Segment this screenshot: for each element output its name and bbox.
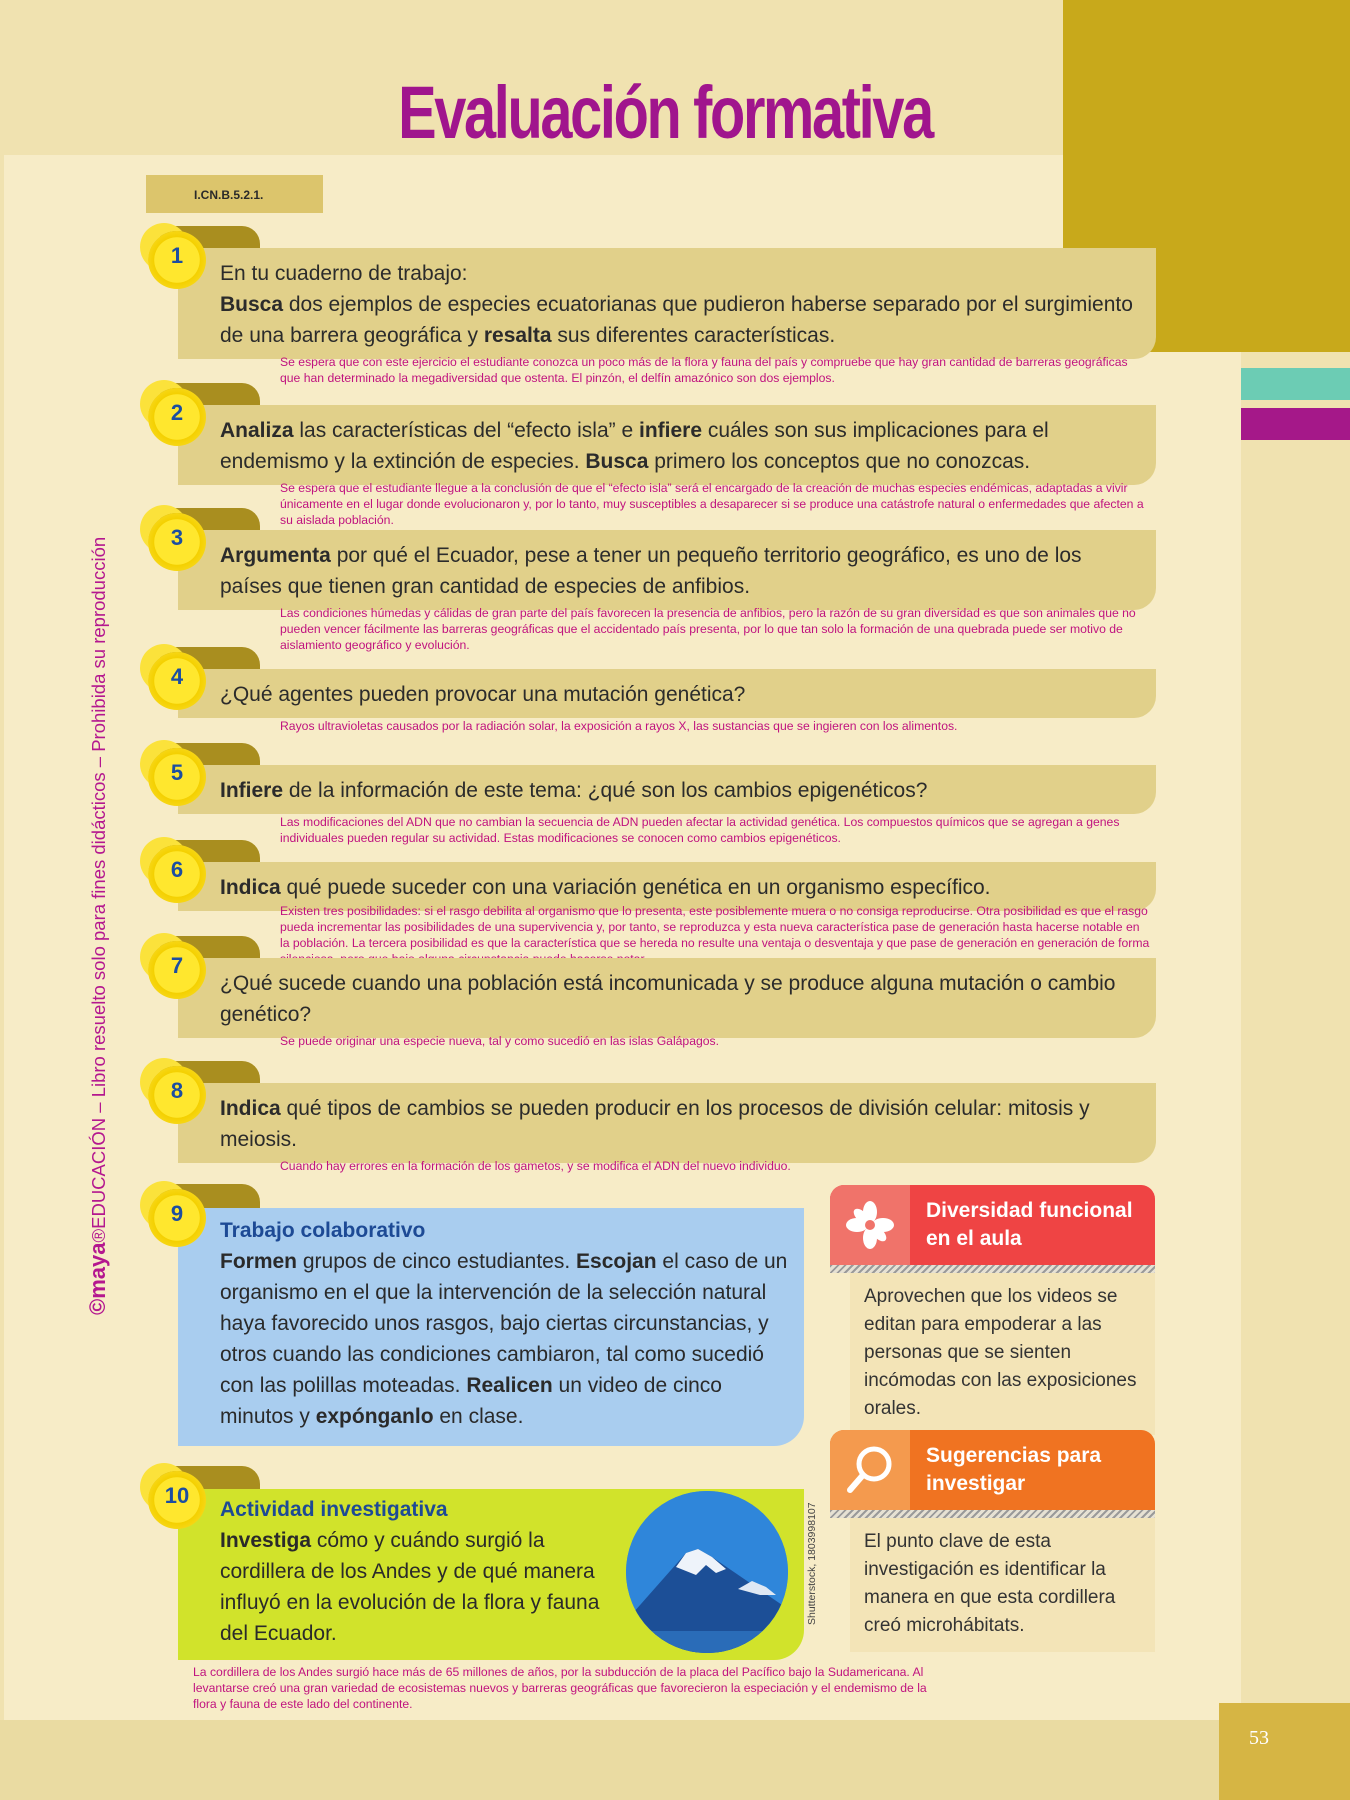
question-box-3: Argumenta por qué el Ecuador, pese a tener un pequeño territorio geográfico, es uno de los países que tienen gran cantidad de especies de anfibios. [178, 530, 1156, 610]
question-box-8: Indica qué tipos de cambios se pueden producir en los procesos de división celular: mitosis y meiosis. [178, 1083, 1156, 1163]
copyright-text: ®EDUCACIÓN – Libro resuelto solo para fines didácticos – Prohibida su reproducción [88, 536, 109, 1243]
item-number-badge [148, 748, 206, 806]
answer-text: Las condiciones húmedas y cálidas de gran parte del país favorecen la presencia de anfibios, pero la razón de su gran diversidad es que son animales que no pueden vencer fácilmente las barreras geográficas que el accidentado país presenta, por lo que tan solo la formación de una quebrada puede ser motivo de aislamiento geográfico y evolución. [280, 606, 1136, 652]
answer-text: La cordillera de los Andes surgió hace más de 65 millones de años, por la subducción de la placa del Pacífico bajo la Sudamericana. Al levantarse creó una gran variedad de ecosistemas nuevos y barreras geográficas que favorecieron la especiación y el endemismo de la flora y fauna de este lado del continente. [193, 1665, 927, 1711]
item-number: 2 [170, 400, 184, 425]
question-box-4: ¿Qué agentes pueden provocar una mutación genética? [178, 669, 1156, 718]
card-body: Aprovechen que los videos se editan para empoderar a las personas que se sienten incómodas con las exposiciones orales. [850, 1273, 1155, 1435]
item-number: 3 [170, 525, 184, 550]
item-number: 6 [170, 857, 184, 882]
answer-text: Las modificaciones del ADN que no cambian la secuencia de ADN pueden afectar la actividad genética. Los compuestos químicos que se agregan a genes individuales pueden regular su actividad. Estas modificaciones se conocen como cambios epigenéticos. [280, 815, 1120, 845]
answer-text: Se espera que con este ejercicio el estudiante conozca un poco más de la flora y fauna del país y compruebe que hay gran cantidad de barreras geográficas que han determinado la megadiversidad que ostenta. El pinzón, el delfín amazónico son dos ejemplos. [280, 355, 1128, 385]
question-box-6: Indica qué puede suceder con una variación genética en un organismo específico. [178, 862, 1156, 911]
item-number: 8 [170, 1078, 184, 1103]
item-number: 9 [170, 1201, 184, 1226]
item-number-badge [148, 1471, 206, 1529]
card-body: El punto clave de esta investigación es identificar la manera en que esta cordillera creó microhábitats. [850, 1518, 1155, 1652]
question-box-2: Analiza las características del “efecto isla” e infiere cuáles son sus implicaciones para el endemismo y la extinción de especies. Busca primero los conceptos que no conozcas. [178, 405, 1156, 485]
volcano-photo [626, 1491, 788, 1653]
item-number-badge [148, 513, 206, 571]
vertical-copyright [85, 475, 111, 1315]
item-number: 7 [170, 953, 184, 978]
research-activity-box [178, 1489, 804, 1660]
item-number-badge [148, 652, 206, 710]
photo-credit: Shutterstock, 1803998107 [806, 1502, 818, 1625]
card-title: Diversidad funcional en el aula [926, 1199, 1133, 1250]
question-box-7: ¿Qué sucede cuando una población está incomunicada y se produce alguna mutación o cambio genético? [178, 958, 1156, 1038]
card-title: Sugerencias para investigar [926, 1444, 1102, 1495]
page-title: Evaluación formativa [398, 71, 932, 154]
research-suggestions-card [830, 1430, 1155, 1652]
functional-diversity-card [830, 1185, 1155, 1435]
answer-text: Se espera que el estudiante llegue a la conclusión de que el “efecto isla” será el encargado de la creación de muchas especies endémicas, adaptadas a vivir únicamente en el lugar donde evolucionaron y, por lo tanto, muy susceptibles a desaparecer si se produce una catástrofe natural o enfermedades que afecten a su aislada población. [280, 481, 1144, 527]
bottom-band [0, 1720, 1350, 1800]
decorative-teal-stripe [1241, 368, 1350, 400]
page-number: 53 [1249, 1727, 1269, 1749]
hatch-divider [830, 1265, 1155, 1273]
card-header [830, 1430, 1155, 1510]
hatch-divider [830, 1510, 1155, 1518]
item-number-badge [148, 231, 206, 289]
answer-text: Cuando hay errores en la formación de los gametos, y se modifica el ADN del nuevo individuo. [280, 1159, 791, 1173]
item-number-badge [148, 388, 206, 446]
answer-text: Se puede originar una especie nueva, tal y como sucedió en las islas Galápagos. [280, 1034, 720, 1048]
item-number-badge [148, 1066, 206, 1124]
question-box-5: Infiere de la información de este tema: ¿qué son los cambios epigenéticos? [178, 765, 1156, 814]
collaborative-work-box [178, 1208, 804, 1446]
card-header [830, 1185, 1155, 1265]
item-number-badge [148, 1189, 206, 1247]
item-number: 10 [164, 1483, 190, 1508]
answer-text: Rayos ultravioletas causados por la radiación solar, la exposición a rayos X, las sustancias que se ingieren con los alimentos. [280, 719, 958, 733]
invest-title: Actividad investigativa [220, 1498, 448, 1521]
collab-text: Formen grupos de cinco estudiantes. Escojan el caso de un organismo en el que la intervención de la selección natural haya favorecido unos rasgos, bajo ciertas circunstancias, y otros cuando las condiciones cambiaron, tal como sucedió con las polillas moteadas. Realicen un video de cinco minutos y expónganlo en clase. [220, 1250, 788, 1428]
item-number: 1 [170, 243, 184, 268]
volcano-illustration [626, 1491, 788, 1653]
item-number-badge [148, 941, 206, 999]
brand-name: ©maya [85, 1242, 110, 1315]
indicator-code: I.CN.B.5.2.1. [146, 175, 323, 213]
answer-text: Existen tres posibilidades: si el rasgo debilita al organismo que lo presenta, este posiblemente muera o no consiga reproducirse. Otra posibilidad es que el rasgo pueda incrementar las posibilidades de una supervivencia y, por tanto, se reproduzca y esta nueva característica pase de generación hasta hacerse notable en la población. La tercera posibilidad es que la característica que se hereda no resulte una ventaja o desventaja y que pase de generación en generación de forma [280, 904, 1150, 950]
magnifier-icon [830, 1430, 910, 1510]
invest-text: Investiga cómo y cuándo surgió la cordillera de los Andes y de qué manera influyó en la evolución de la flora y fauna del Ecuador. [220, 1529, 600, 1645]
item-number: 4 [170, 664, 184, 689]
page-number-box [1219, 1703, 1350, 1800]
decorative-magenta-stripe [1241, 408, 1350, 440]
asterisk-icon [830, 1185, 910, 1265]
collab-title: Trabajo colaborativo [220, 1219, 426, 1242]
question-box-1: En tu cuaderno de trabajo: Busca dos ejemplos de especies ecuatorianas que pudieron haberse separado por el surgimiento de una barrera geográfica y resalta sus diferentes características. [178, 248, 1156, 359]
item-number: 5 [170, 760, 184, 785]
item-number-badge [148, 845, 206, 903]
